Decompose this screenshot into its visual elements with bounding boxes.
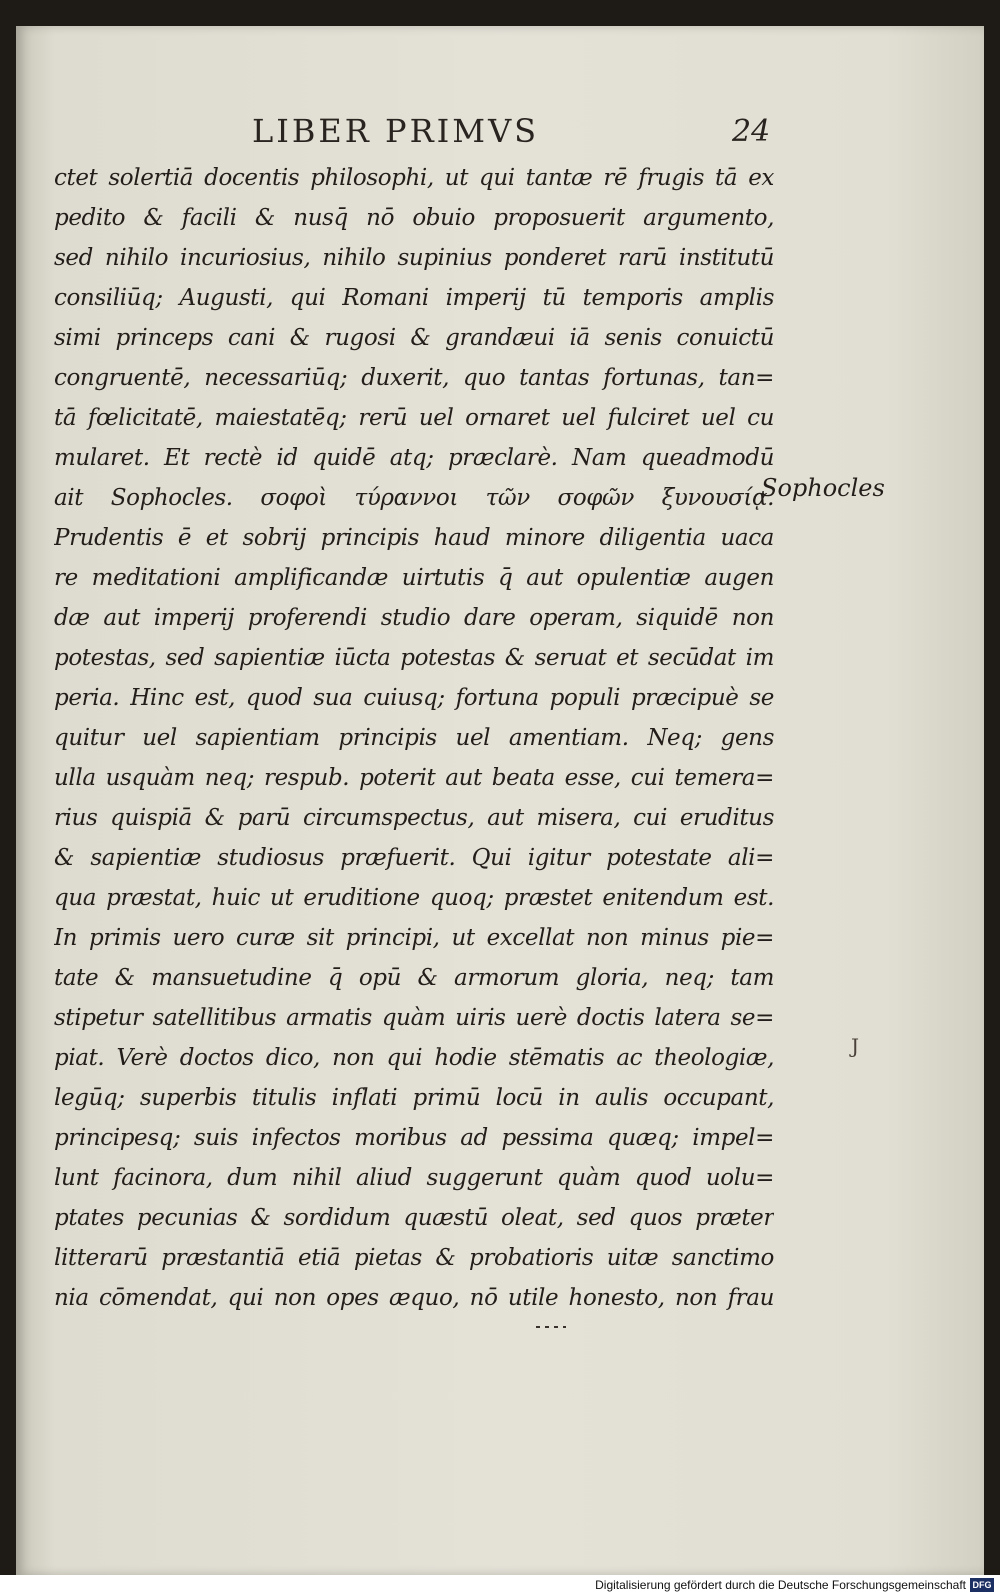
funding-credit: Digitalisierung gefördert durch die Deutsche Forschungsgemeinschaft [595,1578,966,1592]
stray-ink-mark: J [851,1034,860,1058]
text-line: potestas, sed sapientiæ iūcta potestas & seruat et secūdat im [54,645,774,671]
text-line: consiliūq; Augusti, qui Romani imperij tū temporis amplis [54,285,774,311]
text-line: qua præstat, huic ut eruditione quoq; præstet enitendum est. [54,885,774,911]
book-page [16,26,984,1575]
text-line: re meditationi amplificandæ uirtutis q̄ aut opulentiæ augen [54,565,774,591]
text-line: ulla usquàm neq; respub. poterit aut beata esse, cui temera= [54,765,774,791]
running-head: LIBER PRIMVS [252,112,540,150]
text-line: tā fœlicitatē, maiestatēq; rerū uel ornaret uel fulciret uel cu [54,405,774,431]
catchword-marks [536,1326,566,1328]
text-line: ctet solertiā docentis philosophi, ut qui tantæ rē frugis tā ex [54,165,774,191]
text-line: stipetur satellitibus armatis quàm uiris uerè doctis latera se= [54,1005,774,1031]
text-line: piat. Verè doctos dico, non qui hodie stēmatis ac theologiæ, [54,1045,774,1071]
text-line: congruentē, necessariūq; duxerit, quo tantas fortunas, tan= [54,365,774,391]
text-line: peria. Hinc est, quod sua cuiusq; fortuna populi præcipuè se [54,685,774,711]
text-line: principesq; suis infectos moribus ad pessima quæq; impel= [54,1125,774,1151]
text-line: & sapientiæ studiosus præfuerit. Qui igitur potestate ali= [54,845,774,871]
marginal-note: Sophocles [761,474,885,502]
body-text [54,158,774,1318]
text-line: pedito & facili & nusq̄ nō obuio proposuerit argumento, [54,205,774,231]
text-line: simi princeps cani & rugosi & grandæui iā senis conuictū [54,325,774,351]
text-line: ptates pecunias & sordidum quæstū oleat, sed quos præter [54,1205,774,1231]
text-line: rius quispiā & parū circumspectus, aut misera, cui eruditus [54,805,774,831]
dfg-logo: DFG [970,1578,994,1592]
text-line: nia cōmendat, qui non opes æquo, nō utile honesto, non frau [54,1285,774,1311]
text-line: legūq; superbis titulis inflati primū locū in aulis occupant, [54,1085,774,1111]
text-line: In primis uero curæ sit principi, ut excellat non minus pie= [54,925,774,951]
text-line: ait Sophocles. σοφοὶ τύραννοι τῶν σοφῶν ξυνουσίᾳ. [54,485,774,511]
text-line: quitur uel sapientiam principis uel amentiam. Neq; gens [54,725,774,751]
page-number: 24 [732,114,771,149]
text-line: mularet. Et rectè id quidē atq; præclarè. Nam queadmodū [54,445,774,471]
text-line: tate & mansuetudine q̄ opū & armorum gloria, neq; tam [54,965,774,991]
text-line: sed nihilo incuriosius, nihilo supinius ponderet rarū institutū [54,245,774,271]
text-line: lunt facinora, dum nihil aliud suggerunt quàm quod uolu= [54,1165,774,1191]
text-line: dæ aut imperij proferendi studio dare operam, siquidē non [54,605,774,631]
text-line: litterarū præstantiā etiā pietas & probatioris uitæ sanctimo [54,1245,774,1271]
text-line: Prudentis ē et sobrij principis haud minore diligentia uaca [54,525,774,551]
digitization-footer [0,1575,1000,1596]
